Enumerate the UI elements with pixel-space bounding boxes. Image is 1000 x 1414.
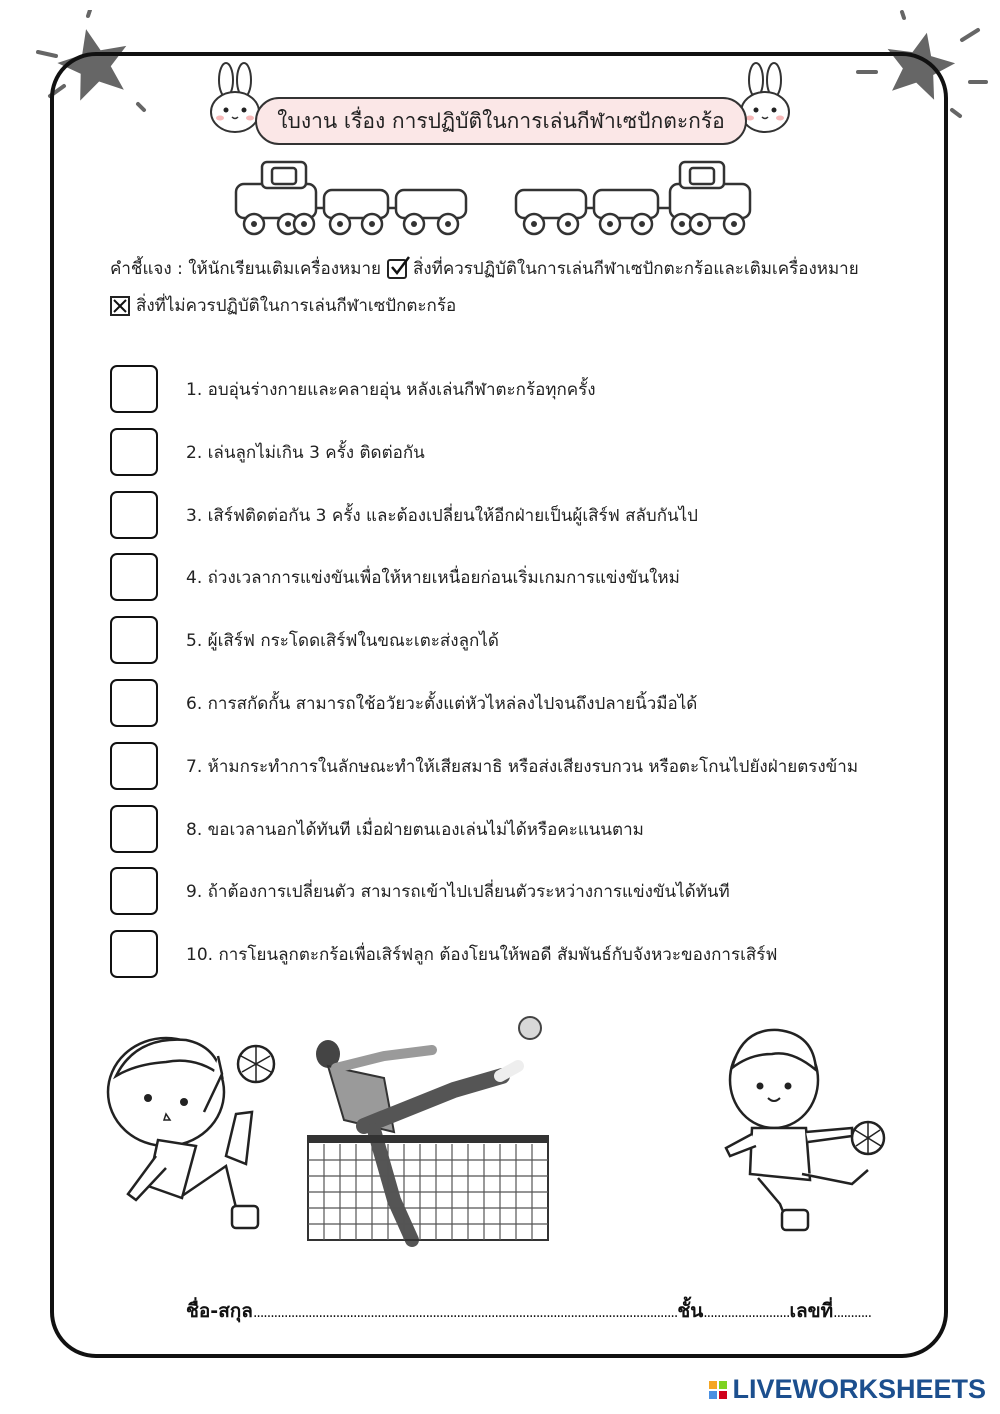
- list-item: [110, 491, 890, 539]
- item-text: 1. อบอุ่นร่างกายและคลายอุ่น หลังเล่นกีฬาตะกร้อทุกครั้ง: [186, 380, 596, 400]
- train-left-icon: [232, 158, 480, 240]
- class-label: ชั้น: [677, 1300, 704, 1322]
- liveworksheets-logo: [708, 1374, 986, 1405]
- item-text: 9. ถ้าต้องการเปลี่ยนตัว สามารถเข้าไปเปลี่ยนตัวระหว่างการแข่งขันได้ทันที: [186, 882, 730, 903]
- check-mark-icon: [387, 259, 407, 279]
- boy-kicking-right-icon: [722, 1024, 918, 1242]
- answer-checkbox[interactable]: [110, 553, 158, 601]
- item-text: 6. การสกัดกั้น สามารถใช้อวัยวะตั้งแต่หัวไหล่ลงไปจนถึงปลายนิ้วมือได้: [186, 694, 698, 714]
- worksheet-title: [255, 97, 747, 145]
- number-label: เลขที่: [789, 1300, 834, 1322]
- answer-checkbox[interactable]: [110, 679, 158, 727]
- item-text: 5. ผู้เสิร์ฟ กระโดดเสิร์ฟในขณะเตะส่งลูกได้: [186, 631, 499, 652]
- answer-checkbox[interactable]: [110, 491, 158, 539]
- instruction-line-2-text: สิ่งที่ไม่ควรปฏิบัติในการเล่นกีฬาเซปักตะกร้อ: [136, 296, 457, 316]
- instruction-line-2: [110, 292, 456, 319]
- list-item: [110, 805, 890, 853]
- name-field[interactable]: ...........................................................................................................................: [252, 1305, 678, 1321]
- cross-mark-icon: [110, 296, 130, 316]
- item-text: 10. การโยนลูกตะกร้อเพื่อเสิร์ฟลูก ต้องโยนให้พอดี สัมพันธ์กับจังหวะของการเสิร์ฟ: [186, 945, 778, 966]
- item-text: 4. ถ่วงเวลาการแข่งขันเพื่อให้หายเหนื่อยก่อนเริ่มเกมการแข่งขันใหม่: [186, 568, 680, 589]
- logo-mark-icon: [708, 1380, 728, 1400]
- list-item: [110, 428, 890, 476]
- worksheet-title-text: ใบงาน เรื่อง การปฏิบัติในการเล่นกีฬาเซปักตะกร้อ: [277, 108, 725, 133]
- list-item: [110, 867, 890, 915]
- instruction-suffix: สิ่งที่ควรปฏิบัติในการเล่นกีฬาเซปักตะกร้อและเติมเครื่องหมาย: [412, 259, 859, 279]
- instruction-line-1: [110, 255, 859, 282]
- item-text: 7. ห้ามกระทำการในลักษณะทำให้เสียสมาธิ หรือส่งเสียงรบกวน หรือตะโกนไปยังฝ่ายตรงข้าม: [186, 756, 859, 777]
- student-info-line: [186, 1296, 871, 1326]
- list-item: [110, 616, 890, 664]
- number-field[interactable]: ...........: [833, 1305, 872, 1321]
- list-item: [110, 679, 890, 727]
- item-text: 8. ขอเวลานอกได้ทันที เมื่อฝ่ายตนเองเล่นไม่ได้หรือคะแนนตาม: [186, 819, 644, 840]
- list-item: [110, 553, 890, 601]
- class-field[interactable]: .........................: [703, 1305, 790, 1321]
- boy-kicking-left-icon: [96, 1016, 286, 1244]
- answer-checkbox[interactable]: [110, 365, 158, 413]
- list-item: [110, 365, 890, 413]
- answer-checkbox[interactable]: [110, 930, 158, 978]
- answer-checkbox[interactable]: [110, 867, 158, 915]
- takraw-net-player-icon: [304, 1010, 556, 1250]
- answer-checkbox[interactable]: [110, 742, 158, 790]
- logo-text: LIVEWORKSHEETS: [732, 1374, 986, 1404]
- instruction-prefix: คำชี้แจง : ให้นักเรียนเติมเครื่องหมาย: [110, 259, 381, 279]
- list-item: [110, 930, 890, 978]
- answer-checkbox[interactable]: [110, 428, 158, 476]
- list-item: [110, 742, 890, 790]
- item-text: 3. เสิร์ฟติดต่อกัน 3 ครั้ง และต้องเปลี่ยนให้อีกฝ่ายเป็นผู้เสิร์ฟ สลับกันไป: [186, 505, 698, 526]
- train-right-icon: [510, 158, 758, 240]
- item-text: 2. เล่นลูกไม่เกิน 3 ครั้ง ติดต่อกัน: [186, 442, 425, 463]
- answer-checkbox[interactable]: [110, 805, 158, 853]
- answer-checkbox[interactable]: [110, 616, 158, 664]
- name-label: ชื่อ-สกุล: [186, 1300, 253, 1322]
